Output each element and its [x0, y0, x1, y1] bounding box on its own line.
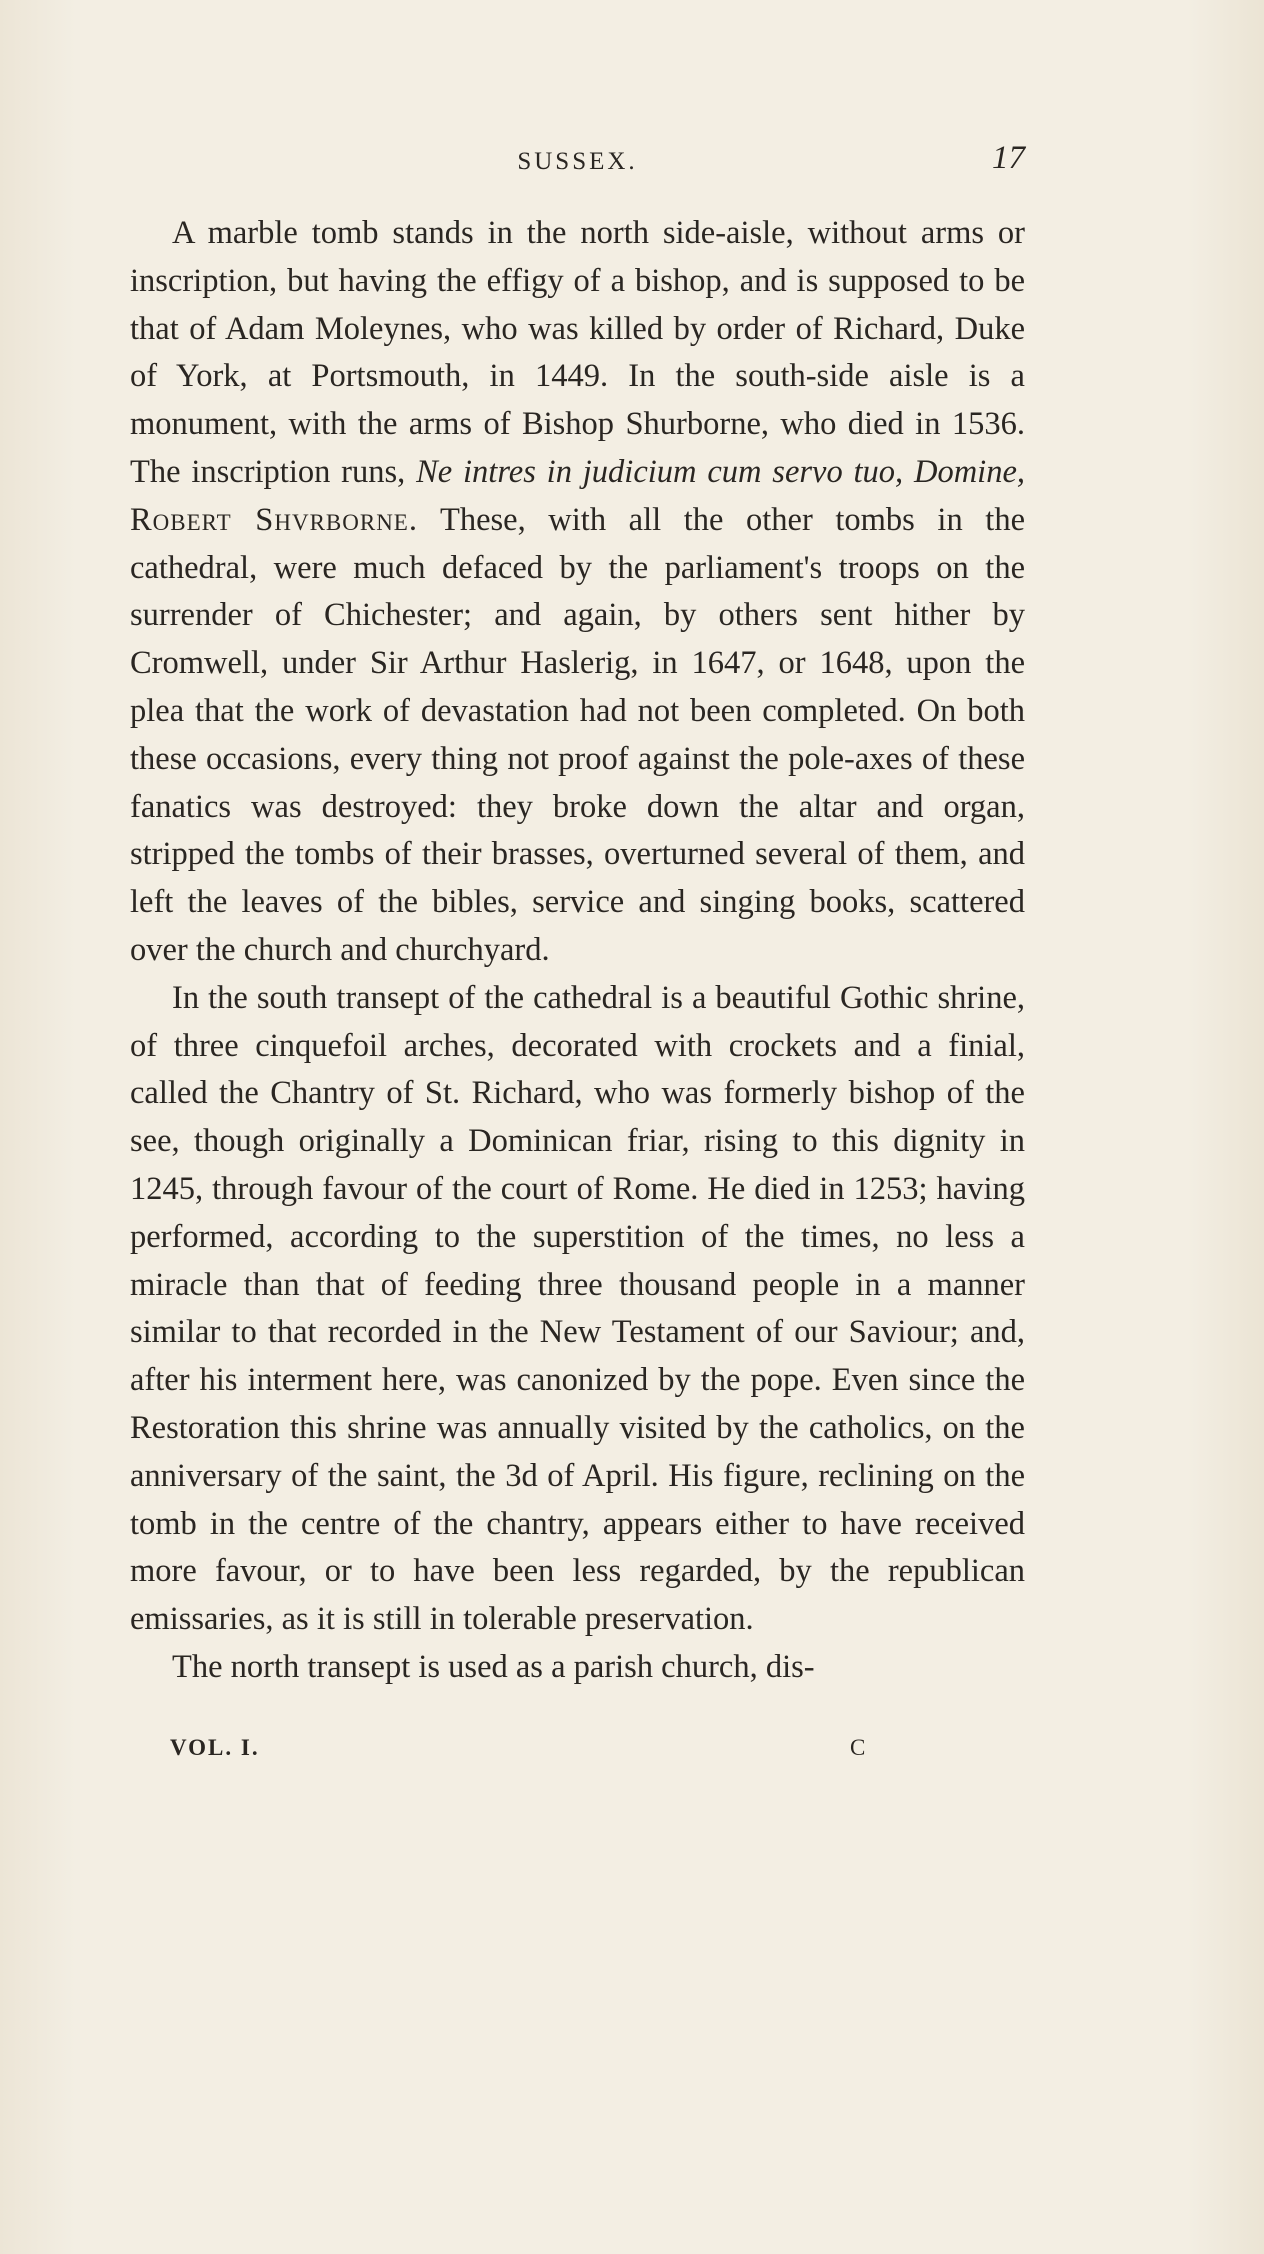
page-number: 17	[992, 140, 1025, 176]
paragraph-tombs	[130, 210, 1025, 975]
paragraph-chantry: In the south transept of the cathedral is a beautiful Gothic shrine, of three cinquefoil arches, decorated with crockets and a finial, called the Chantry of St. Richard, who was formerly bishop of the see, though originally a Dominican friar, rising to this dignity in 1245, through favour of the court of Rome. He died in 1253; having performed, according to the superstition of the times, no less a miracle than that of feeding three thousand people in a manner similar to that recorded in the New Testament of our Saviour; and, after his interment here, was canonized by the pope. Even since the Restoration this shrine was annually visited by the catholics, on the anniversary of the saint, the 3d of April. His figure, reclining on the tomb in the centre of the chantry, appears either to have received more favour, or to have been less regarded, by the republican emissaries, as it is still in tolerable preservation.	[130, 979, 1025, 1638]
body-text	[130, 210, 1025, 1692]
running-head	[130, 140, 1025, 184]
page-footer	[130, 1735, 1025, 1775]
paragraph-north-transept: The north transept is used as a parish church, dis-	[172, 1648, 815, 1685]
inscription-name: Robert Shvrborne.	[130, 501, 418, 538]
signature-mark: C	[850, 1735, 866, 1760]
latin-inscription: Ne intres in judicium cum servo tuo, Domine,	[416, 453, 1026, 490]
paragraph-tombs-part2: These, with all the other tombs in the cathedral, were much defaced by the parliament's troops on the surrender of Chichester; and again, by others sent hither by Cromwell, under Sir Arthur Haslerig, in 1647, or 1648, upon the plea that the work of devastation had not been completed. On both these occasions, every thing not proof against the pole-axes of these fanatics was destroyed: they broke down the altar and organ, stripped the tombs of their brasses, overturned several of them, and left the leaves of the bibles, service and singing books, scattered over the church and churchyard.	[130, 501, 1025, 968]
paragraph-tombs-part1: A marble tomb stands in the north side-aisle, without arms or inscription, but having the effigy of a bishop, and is supposed to be that of Adam Moleynes, who was killed by order of Richard, Duke of York, at Portsmouth, in 1449. In the south-side aisle is a monument, with the arms of Bishop Shurborne, who died in 1536. The inscription runs,	[130, 215, 1025, 490]
running-title: SUSSEX.	[517, 148, 638, 175]
volume-label: VOL. I.	[170, 1735, 260, 1760]
